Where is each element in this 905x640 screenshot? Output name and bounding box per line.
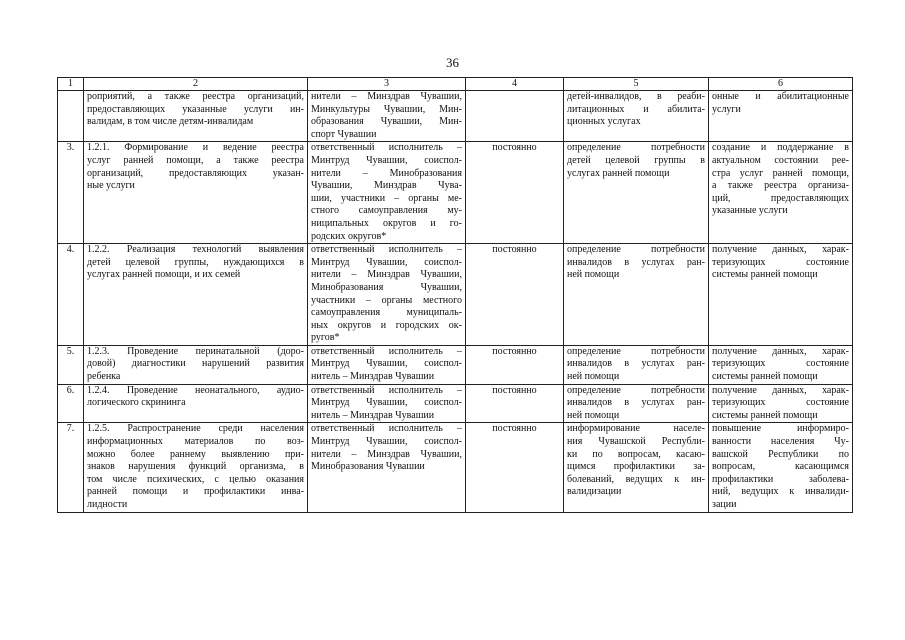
result-cell — [564, 384, 709, 423]
cell-line: услугах ранней помощи, и их семей — [87, 269, 241, 281]
table-row — [58, 91, 853, 142]
cell-line: теризующих состояние — [712, 358, 849, 370]
cell-line: системы ранней помощи — [712, 269, 818, 281]
cell-line: получение данных, харак- — [712, 345, 849, 357]
cell-line: указанные услуги — [712, 205, 788, 217]
result-cell — [564, 142, 709, 244]
cell-line: актуальном состоянии рее- — [712, 154, 849, 166]
cell-line: Минобразования Чувашии — [311, 461, 425, 473]
measure-cell — [84, 345, 308, 384]
cell-line: ний, ведущих к инвалиди- — [712, 486, 849, 498]
cell-line: получение данных, харак- — [712, 384, 849, 396]
cell-line: валидизации — [567, 486, 622, 498]
row-number-cell — [58, 91, 84, 142]
term-cell — [466, 91, 564, 142]
cell-line: можно более раннему выявлению при- — [87, 448, 304, 460]
cell-line: теризующих состояние — [712, 397, 849, 409]
term-cell: постоянно — [466, 142, 564, 244]
cell-line: шии, участники – органы ме- — [311, 192, 462, 204]
table-row — [58, 244, 853, 346]
cell-line: Минтруд Чувашии, соиспол- — [311, 256, 462, 268]
row-number-cell: 3. — [58, 142, 84, 244]
column-header: 1 — [58, 78, 84, 91]
effect-cell — [709, 345, 853, 384]
row-number-cell: 5. — [58, 345, 84, 384]
measure-cell — [84, 91, 308, 142]
row-number-cell: 6. — [58, 384, 84, 423]
cell-line: литационных и абилита- — [567, 103, 705, 115]
cell-line: Минобразования Чувашии, — [311, 281, 462, 293]
column-header: 2 — [84, 78, 308, 91]
cell-line: участники – органы местного — [311, 294, 462, 306]
cell-line: Минтруд Чувашии, соиспол- — [311, 358, 462, 370]
cell-line: ребенка — [87, 371, 121, 383]
table-row — [58, 345, 853, 384]
measure-cell — [84, 423, 308, 512]
cell-line: спорт Чувашии — [311, 128, 377, 140]
table-body — [58, 91, 853, 513]
cell-line: информирование населе- — [567, 423, 705, 435]
executors-cell — [308, 142, 466, 244]
cell-line: Минтруд Чувашии, соиспол- — [311, 436, 462, 448]
cell-line: а также реестра организа- — [712, 180, 849, 192]
cell-line: ней помощи — [567, 371, 620, 383]
column-header: 4 — [466, 78, 564, 91]
cell-line: ответственный исполнитель – — [311, 345, 462, 357]
cell-line: ругов* — [311, 332, 340, 344]
cell-line: определение потребности — [567, 384, 705, 396]
executors-cell — [308, 384, 466, 423]
cell-line: 1.2.4. Проведение неонатального, аудио- — [87, 384, 304, 396]
cell-line: 1.2.5. Распространение среди населения — [87, 423, 304, 435]
effect-cell — [709, 244, 853, 346]
cell-line: инвалидов в услугах ран- — [567, 397, 705, 409]
cell-line: детей целевой группы в — [567, 154, 705, 166]
cell-line: детей целевой группы, нуждающихся в — [87, 256, 304, 268]
cell-line: услуги — [712, 103, 741, 115]
cell-line: ответственный исполнитель – — [311, 244, 462, 256]
cell-line: ранней помощи и профилактики инва- — [87, 486, 304, 498]
cell-line: Минтруд Чувашии, соиспол- — [311, 154, 462, 166]
cell-line: ных округов и городских ок- — [311, 319, 462, 331]
cell-line: инвалидов в услугах ран- — [567, 358, 705, 370]
cell-line: 1.2.2. Реализация технологий выявления — [87, 244, 304, 256]
cell-line: профилактики заболева- — [712, 473, 849, 485]
cell-line: Минтруд Чувашии, соиспол- — [311, 397, 462, 409]
effect-cell — [709, 91, 853, 142]
cell-line: вопросам, касающимся — [712, 461, 849, 473]
cell-line: нители – Минздрав Чувашии, — [311, 269, 462, 281]
table-header-row — [58, 78, 853, 91]
cell-line: образования Чувашии, Мин- — [311, 116, 462, 128]
result-cell — [564, 91, 709, 142]
cell-line: нители – Минздрав Чувашии, — [311, 448, 462, 460]
cell-line: ответственный исполнитель – — [311, 142, 462, 154]
executors-cell — [308, 244, 466, 346]
cell-line: создание и поддержание в — [712, 142, 849, 154]
executors-cell — [308, 345, 466, 384]
cell-line: роприятий, а также реестра организаций, — [87, 91, 304, 102]
term-cell: постоянно — [466, 345, 564, 384]
cell-line: ционных услугах — [567, 116, 641, 128]
cell-line: ки по вопросам, касаю- — [567, 448, 705, 460]
term-cell: постоянно — [466, 244, 564, 346]
row-number-cell: 4. — [58, 244, 84, 346]
column-header: 3 — [308, 78, 466, 91]
measure-cell — [84, 384, 308, 423]
cell-line: Чувашии, Минздрав Чува- — [311, 180, 462, 192]
cell-line: получение данных, харак- — [712, 244, 849, 256]
cell-line: определение потребности — [567, 142, 705, 154]
executors-cell — [308, 423, 466, 512]
cell-line: ответственный исполнитель – — [311, 423, 462, 435]
cell-line: ней помощи — [567, 269, 620, 281]
result-cell — [564, 423, 709, 512]
cell-line: зации — [712, 499, 737, 510]
cell-line: нители – Минобразования — [311, 167, 462, 179]
cell-line: болеваний, ведущих к ин- — [567, 473, 705, 485]
table-row — [58, 384, 853, 423]
cell-line: самоуправления муниципаль- — [311, 307, 462, 319]
cell-line: 1.2.3. Проведение перинатальной (доро- — [87, 345, 304, 357]
page-number: 36 — [446, 55, 459, 70]
cell-line: предоставляющих указанные услуги ин- — [87, 103, 304, 115]
measure-cell — [84, 244, 308, 346]
cell-line: теризующих состояние — [712, 256, 849, 268]
effect-cell — [709, 384, 853, 423]
cell-line: ния Чувашской Республи- — [567, 436, 705, 448]
result-cell — [564, 345, 709, 384]
term-cell: постоянно — [466, 423, 564, 512]
cell-line: стного самоуправления му- — [311, 205, 462, 217]
table-row — [58, 423, 853, 512]
table-row — [58, 142, 853, 244]
cell-line: ответственный исполнитель – — [311, 384, 462, 396]
cell-line: нитель – Минздрав Чувашии — [311, 409, 435, 421]
cell-line: знаков нарушения функций организма, в — [87, 461, 304, 473]
cell-line: 1.2.1. Формирование и ведение реестра — [87, 142, 304, 154]
cell-line: системы ранней помощи — [712, 409, 818, 421]
cell-line: определение потребности — [567, 345, 705, 357]
cell-line: стра услуг ранней помощи, — [712, 167, 849, 179]
term-cell: постоянно — [466, 384, 564, 423]
executors-cell — [308, 91, 466, 142]
cell-line: системы ранней помощи — [712, 371, 818, 383]
cell-line: нитель – Минздрав Чувашии — [311, 371, 435, 383]
cell-line: довой) диагностики нарушений развития — [87, 358, 304, 370]
cell-line: ниципальных округов и го- — [311, 217, 462, 229]
cell-line: определение потребности — [567, 244, 705, 256]
measure-cell — [84, 142, 308, 244]
column-header: 6 — [709, 78, 853, 91]
effect-cell — [709, 423, 853, 512]
cell-line: ные услуги — [87, 180, 135, 192]
cell-line: онные и абилитационные — [712, 91, 849, 102]
cell-line: логического скрининга — [87, 397, 186, 409]
cell-line: родских округов* — [311, 230, 387, 242]
cell-line: щимся профилактики за- — [567, 461, 705, 473]
cell-line: том числе психических, с целью оказания — [87, 473, 304, 485]
cell-line: повышение информиро- — [712, 423, 849, 435]
cell-line: детей-инвалидов, в реаби- — [567, 91, 705, 102]
cell-line: нители – Минздрав Чувашии, — [311, 91, 462, 102]
cell-line: вашской Республики по — [712, 448, 849, 460]
effect-cell — [709, 142, 853, 244]
cell-line: услугах ранней помощи — [567, 167, 670, 179]
cell-line: организаций, предоставляющих указан- — [87, 167, 304, 179]
result-cell — [564, 244, 709, 346]
cell-line: ванности населения Чу- — [712, 436, 849, 448]
cell-line: инвалидов в услугах ран- — [567, 256, 705, 268]
cell-line: Минкультуры Чувашии, Мин- — [311, 103, 462, 115]
cell-line: ней помощи — [567, 409, 620, 421]
column-header: 5 — [564, 78, 709, 91]
measures-table — [57, 77, 853, 513]
cell-line: информационных материалов по воз- — [87, 436, 304, 448]
row-number-cell: 7. — [58, 423, 84, 512]
cell-line: валидам, в том числе детям-инвалидам — [87, 116, 254, 128]
cell-line: услуг ранней помощи, а также реестра — [87, 154, 304, 166]
cell-line: лидности — [87, 499, 128, 510]
cell-line: ций, предоставляющих — [712, 192, 849, 204]
